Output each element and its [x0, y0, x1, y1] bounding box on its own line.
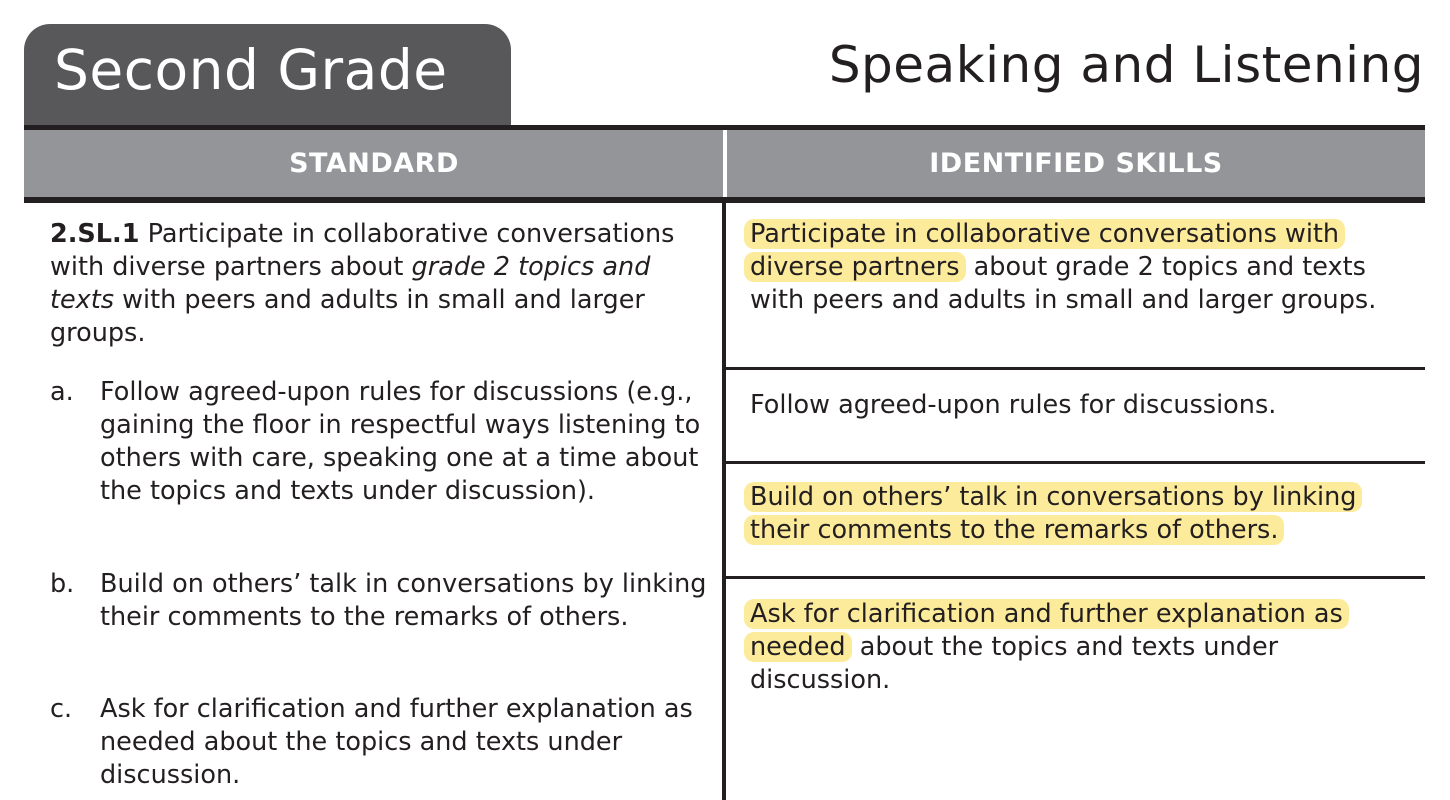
- standard-text-italic: grade 2 topics and texts: [50, 252, 651, 315]
- standard-text-before: Participate in collaborative conversations with diverse partners about: [50, 219, 675, 282]
- standard-code: 2.SL.1: [50, 219, 140, 249]
- skill-text: Follow agreed-upon rules for discussions.: [750, 390, 1277, 420]
- item-marker: b.: [50, 569, 75, 599]
- column-header-standard: STANDARD: [289, 148, 459, 179]
- skill-text: about the topics and texts under discussion.: [750, 632, 1279, 695]
- skill-text: about grade 2 topics and texts with peers and adults in small and larger groups.: [750, 252, 1377, 315]
- column-divider: [722, 203, 726, 800]
- skill-row-1: [750, 218, 1410, 317]
- grade-title: Second Grade: [54, 38, 448, 102]
- skill-highlight: Ask for clarification and further explanation as needed: [744, 599, 1349, 662]
- standard-item-b: [50, 568, 710, 634]
- section-title: Speaking and Listening: [828, 36, 1424, 94]
- skill-row-4: [750, 598, 1410, 697]
- row-rule: [726, 576, 1425, 579]
- skill-row-3: [750, 481, 1410, 547]
- row-rule: [726, 367, 1425, 370]
- item-text: Ask for clarification and further explanation as needed about the topics and texts under discussion.: [100, 694, 693, 790]
- row-rule: [726, 461, 1425, 464]
- standard-item-c: [50, 693, 710, 792]
- standard-item-a: [50, 376, 710, 508]
- item-marker: a.: [50, 377, 74, 407]
- skill-highlight: Participate in collaborative conversations with diverse partners: [744, 219, 1345, 282]
- item-marker: c.: [50, 694, 73, 724]
- standard-text-after: with peers and adults in small and larger groups.: [50, 285, 645, 348]
- standard-intro: [50, 218, 710, 350]
- grade-tab: [24, 24, 511, 125]
- item-text: Follow agreed-upon rules for discussions (e.g., gaining the floor in respectful ways listening to others with care, speaking one at a time about the topics and texts under discussion).: [100, 377, 701, 506]
- skill-row-2: [750, 389, 1410, 422]
- column-header-identified-skills: IDENTIFIED SKILLS: [929, 148, 1223, 179]
- item-text: Build on others’ talk in conversations by linking their comments to the remarks of others.: [100, 569, 707, 632]
- skill-highlight: Build on others’ talk in conversations by linking their comments to the remarks of others.: [744, 482, 1362, 545]
